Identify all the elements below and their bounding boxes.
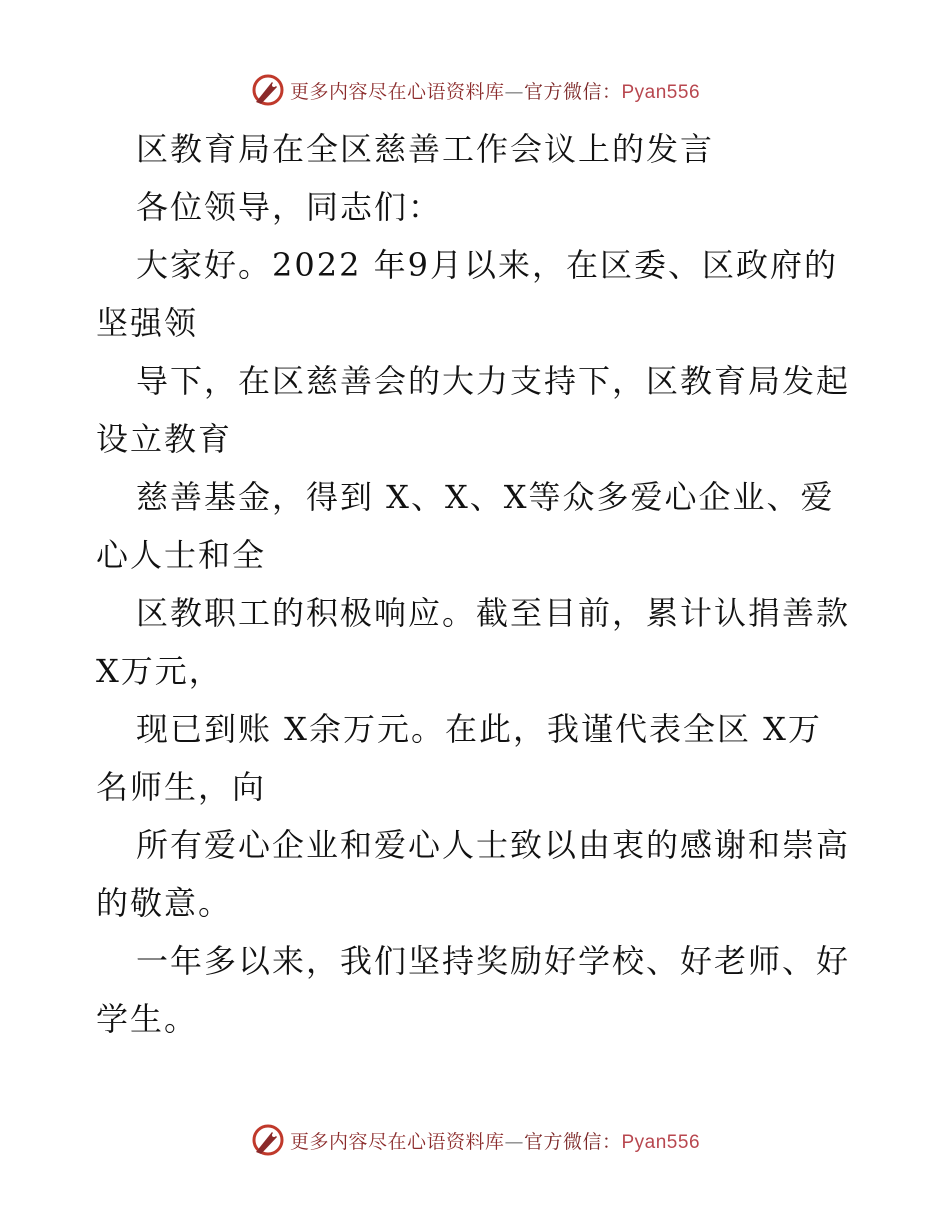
pen-nib-circle-icon: [250, 72, 286, 108]
watermark-account: Pyan556: [621, 81, 701, 103]
watermark-dash: —: [504, 1130, 524, 1153]
watermark-site: 更多内容尽在心语资料库: [289, 1130, 505, 1153]
watermark-site: 更多内容尽在心语资料库: [289, 80, 505, 103]
doc-line: 慈善基金，得到 X、X、X等众多爱心企业、爱: [136, 478, 835, 516]
watermark-wechat-label: 官方微信：: [523, 80, 622, 103]
watermark-account: Pyan556: [621, 1131, 701, 1153]
doc-salutation: 各位领导，同志们：: [136, 188, 443, 226]
doc-title: 区教育局在全区慈善工作会议上的发言: [136, 130, 715, 168]
doc-line: 的敬意。: [96, 884, 233, 922]
document-body: [96, 120, 856, 1048]
watermark-banner-top: [0, 68, 950, 112]
watermark-wechat-label: 官方微信：: [523, 1130, 622, 1153]
watermark-dash: —: [504, 80, 524, 103]
doc-line: 一年多以来，我们坚持奖励好学校、好老师、好: [136, 942, 851, 980]
doc-line: 现已到账 X余万元。在此，我谨代表全区 X万: [136, 710, 822, 748]
watermark-banner-bottom: [0, 1118, 950, 1162]
doc-line: 所有爱心企业和爱心人士致以由衷的感谢和崇高: [136, 826, 851, 864]
doc-line: 大家好。2022 年9月以来，在区委、区政府的: [136, 246, 838, 284]
doc-line: 坚强领: [96, 304, 199, 342]
doc-line: 设立教育: [96, 420, 233, 458]
doc-line: 导下，在区慈善会的大力支持下，区教育局发起: [136, 362, 851, 400]
doc-line: 名师生，向: [96, 768, 267, 806]
doc-line: 区教职工的积极响应。截至目前，累计认捐善款: [136, 594, 851, 632]
watermark-text: [290, 1127, 700, 1154]
doc-line: X万元，: [96, 652, 223, 690]
doc-line: 心人士和全: [96, 536, 267, 574]
pen-nib-circle-icon: [250, 1122, 286, 1158]
doc-line: 学生。: [96, 1000, 199, 1038]
watermark-text: [290, 77, 700, 104]
